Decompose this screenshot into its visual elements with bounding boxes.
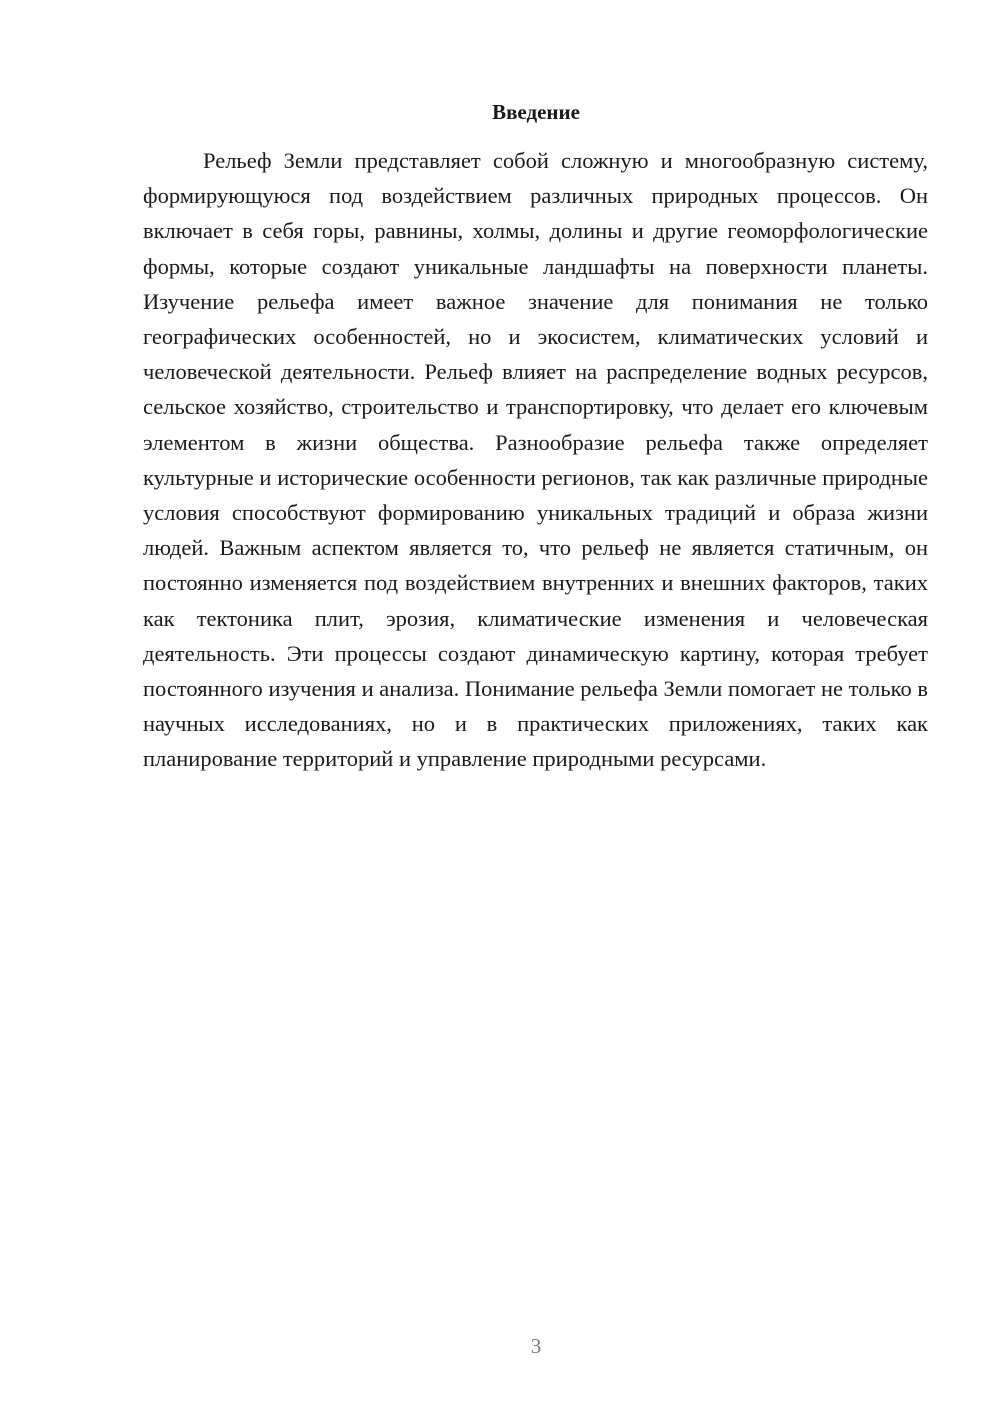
section-heading: Введение [492, 100, 580, 124]
body-paragraph: Рельеф Земли представляет собой сложную и многообразную систему, формирующуюся под воздействием различных природных процессов. Он включает в себя горы, равнины, холмы, долины и другие геоморфологические формы, которые создают уникальные ландшафты на поверхности планеты. Изучение рельефа имеет важное значение для понимания не только географических особенностей, но и экосистем, климатических условий и человеческой деятельности. Рельеф влияет на распределение водных ресурсов, сельское хозяйство, строительство и транспортировку, что делает его ключевым элементом в жизни общества. Разнообразие рельефа также определяет культурные и исторические особенности регионов, так как различные природные условия способствуют формированию уникальных традиций и образа жизни людей. Важным аспектом является то, что рельеф не является статичным, он постоянно изменяется под воздействием внутренних и внешних факторов, таких как тектоника плит, эрозия, климатические изменения и человеческая деятельность. Эти процессы создают динамическую картину, которая требует постоянного изучения и анализа. Понимание рельефа Земли помогает не только в научных исследованиях, но и в практических приложениях, таких как планирование территорий и управление природными ресурсами. [143, 148, 928, 772]
page-number: 3 [530, 1334, 542, 1358]
